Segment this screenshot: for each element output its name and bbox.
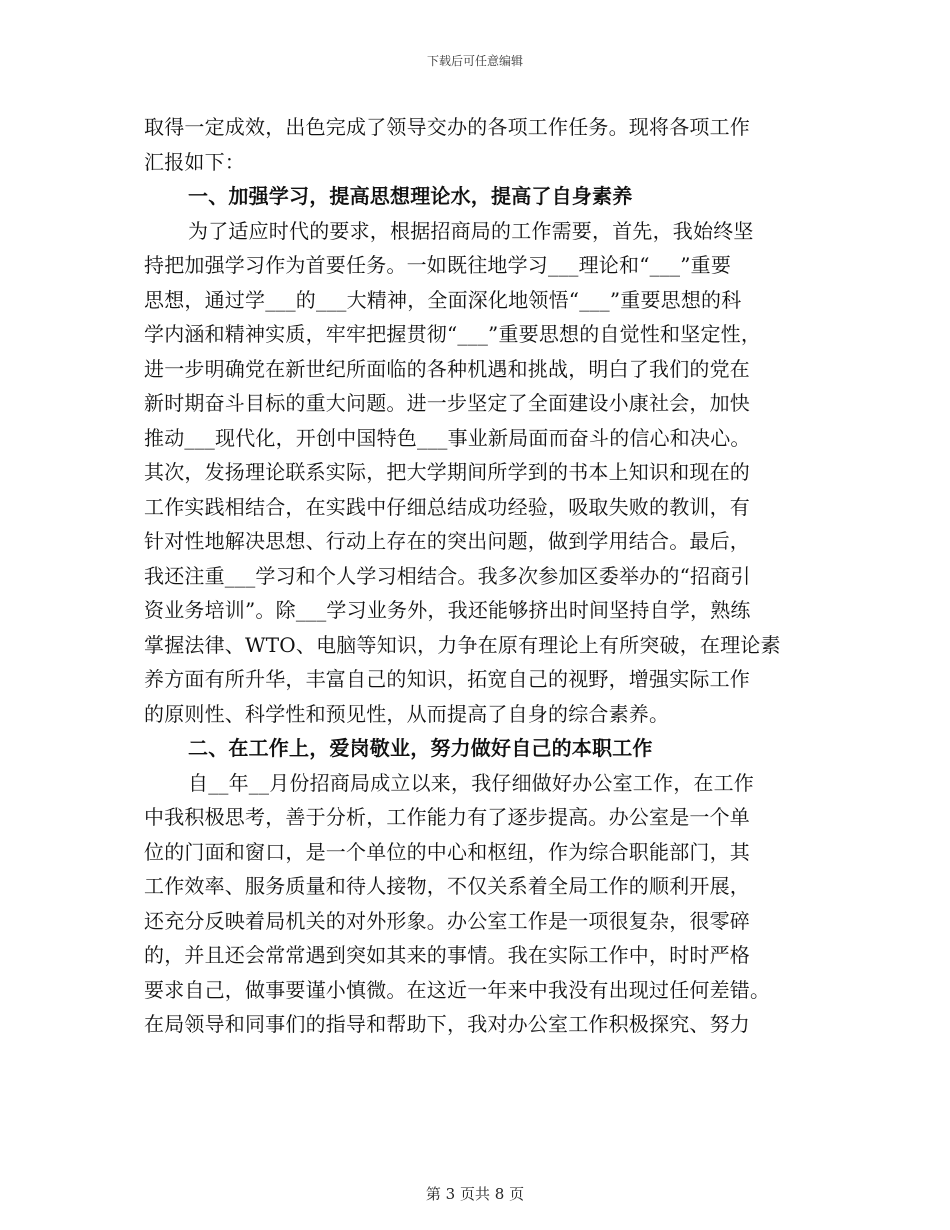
text-line: 推动___现代化，开创中国特色___事业新局面而奋斗的信心和决心。	[144, 425, 751, 450]
section-heading: 二、在工作上，爱岗敬业，努力做好自己的本职工作	[188, 736, 653, 760]
text-line: 掌握法律、WTO、电脑等知识，力争在原有理论上有所突破，在理论素	[144, 632, 781, 657]
text-line: 学内涵和精神实质，牢牢把握贯彻“___”重要思想的自觉性和坚定性，	[144, 322, 762, 346]
text-line: 工作效率、服务质量和待人接物，不仅关系着全局工作的顺利开展，	[144, 874, 750, 898]
text-line: 中我积极思考，善于分析，工作能力有了逐步提高。办公室是一个单	[144, 805, 750, 829]
text-line: 资业务培训”。除___学习业务外，我还能够挤出时间坚持自学，熟练	[144, 598, 751, 622]
text-line: 工作实践相结合，在实践中仔细总结成功经验，吸取失败的教训，有	[144, 494, 750, 519]
text-line: 思想，通过学___的___大精神，全面深化地领悟“___”重要思想的科	[144, 287, 742, 312]
text-line: 其次，发扬理论联系实际，把大学期间所学到的书本上知识和现在的	[144, 460, 750, 484]
text-line: 位的门面和窗口，是一个单位的中心和枢纽，作为综合职能部门，其	[144, 839, 750, 864]
text-line: 取得一定成效，出色完成了领导交办的各项工作任务。现将各项工作	[144, 115, 750, 139]
text-line: 的原则性、科学性和预见性，从而提高了自身的综合素养。	[144, 701, 670, 726]
section-heading: 一、加强学习，提高思想理论水，提高了自身素养	[188, 184, 633, 208]
page-footer: 第 3 页共 8 页	[425, 1185, 525, 1203]
text-line: 新时期奋斗目标的重大问题。进一步坚定了全面建设小康社会，加快	[144, 391, 750, 415]
text-line: 进一步明确党在新世纪所面临的各种机遇和挑战，明白了我们的党在	[144, 356, 750, 381]
text-line: 汇报如下：	[144, 149, 245, 174]
text-line: 持把加强学习作为首要任务。一如既往地学习___理论和“___”重要	[144, 253, 732, 277]
text-line: 针对性地解决思想、行动上存在的突出问题，做到学用结合。最后，	[144, 529, 750, 553]
document-body	[144, 110, 824, 1042]
text-line: 为了适应时代的要求，根据招商局的工作需要，首先，我始终坚	[188, 218, 754, 243]
text-line: 自__年__月份招商局成立以来，我仔细做好办公室工作，在工作	[188, 770, 754, 795]
text-line: 我还注重___学习和个人学习相结合。我多次参加区委举办的“招商引	[144, 563, 751, 588]
page-header: 下载后可任意编辑	[426, 54, 523, 68]
text-line: 在局领导和同事们的指导和帮助下，我对办公室工作积极探究、努力	[144, 1012, 750, 1036]
text-line: 的，并且还会常常遇到突如其来的事情。我在实际工作中，时时严格	[144, 943, 750, 967]
text-line: 养方面有所升华，丰富自己的知识，拓宽自己的视野，增强实际工作	[144, 667, 750, 691]
text-line: 还充分反映着局机关的对外形象。办公室工作是一项很复杂，很零碎	[144, 908, 750, 933]
text-line: 要求自己，做事要谨小慎微。在这近一年来中我没有出现过任何差错。	[144, 977, 771, 1002]
